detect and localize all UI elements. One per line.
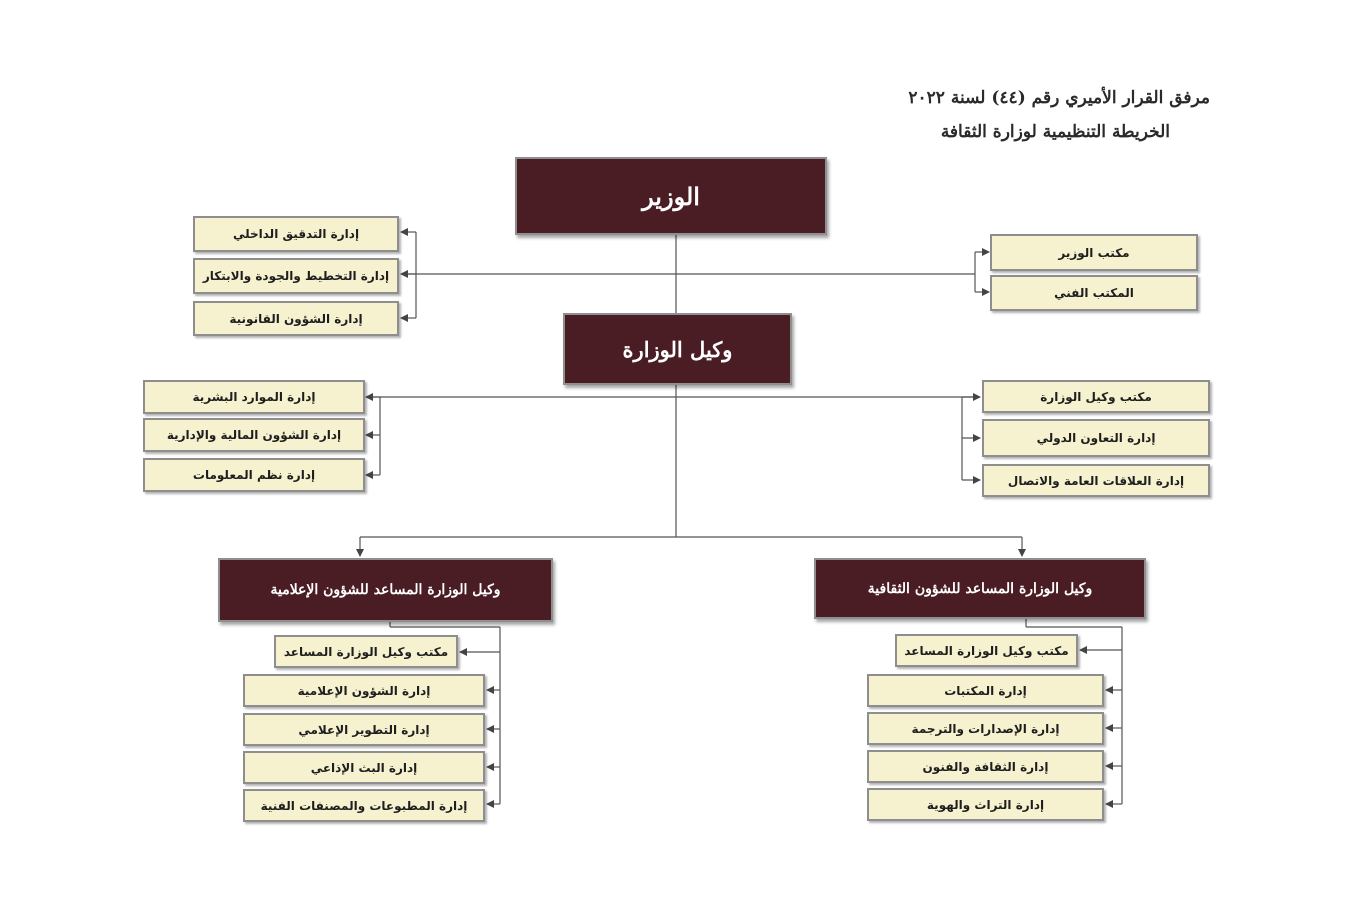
unit-media-assistant-office: مكتب وكيل الوزارة المساعد <box>274 635 458 668</box>
unit-libraries: إدارة المكتبات <box>867 674 1104 707</box>
unit-heritage-identity: إدارة التراث والهوية <box>867 788 1104 821</box>
unit-minister-office: مكتب الوزير <box>990 234 1198 271</box>
assistant-media-box <box>218 558 553 622</box>
unit-human-resources: إدارة الموارد البشرية <box>143 380 365 414</box>
unit-public-relations: إدارة العلاقات العامة والاتصال <box>982 464 1210 497</box>
unit-culture-arts: إدارة الثقافة والفنون <box>867 750 1104 783</box>
unit-finance-admin: إدارة الشؤون المالية والإدارية <box>143 418 365 452</box>
header-line-2: الخريطة التنظيمية لوزارة الثقافة <box>940 122 1170 142</box>
header-line-1: مرفق القرار الأميري رقم (٤٤) لسنة ٢٠٢٢ <box>908 88 1210 108</box>
unit-international-cooperation: إدارة التعاون الدولي <box>982 419 1210 457</box>
unit-culture-assistant-office: مكتب وكيل الوزارة المساعد <box>895 634 1078 667</box>
unit-legal-affairs: إدارة الشؤون القانونية <box>193 301 399 336</box>
assistant-media-label: وكيل الوزارة المساعد للشؤون الإعلامية <box>270 582 501 598</box>
unit-media-affairs: إدارة الشؤون الإعلامية <box>243 674 485 707</box>
minister-label: الوزير <box>642 181 700 211</box>
assistant-culture-label: وكيل الوزارة المساعد للشؤون الثقافية <box>867 580 1093 597</box>
unit-radio-broadcast: إدارة البث الإذاعي <box>243 751 485 784</box>
unit-media-development: إدارة التطوير الإعلامي <box>243 713 485 746</box>
unit-publications-translation: إدارة الإصدارات والترجمة <box>867 712 1104 745</box>
unit-technical-office: المكتب الفني <box>990 275 1198 311</box>
unit-internal-audit: إدارة التدقيق الداخلي <box>193 216 399 252</box>
assistant-culture-box <box>814 558 1146 619</box>
unit-information-systems: إدارة نظم المعلومات <box>143 458 365 492</box>
unit-undersecretary-office: مكتب وكيل الوزارة <box>982 380 1210 413</box>
unit-publications: إدارة المطبوعات والمصنفات الفنية <box>243 789 485 822</box>
minister-box <box>515 157 827 235</box>
undersecretary-label: وكيل الوزارة <box>622 336 733 362</box>
unit-planning-quality: إدارة التخطيط والجودة والابتكار <box>193 258 399 294</box>
undersecretary-box <box>563 313 792 385</box>
